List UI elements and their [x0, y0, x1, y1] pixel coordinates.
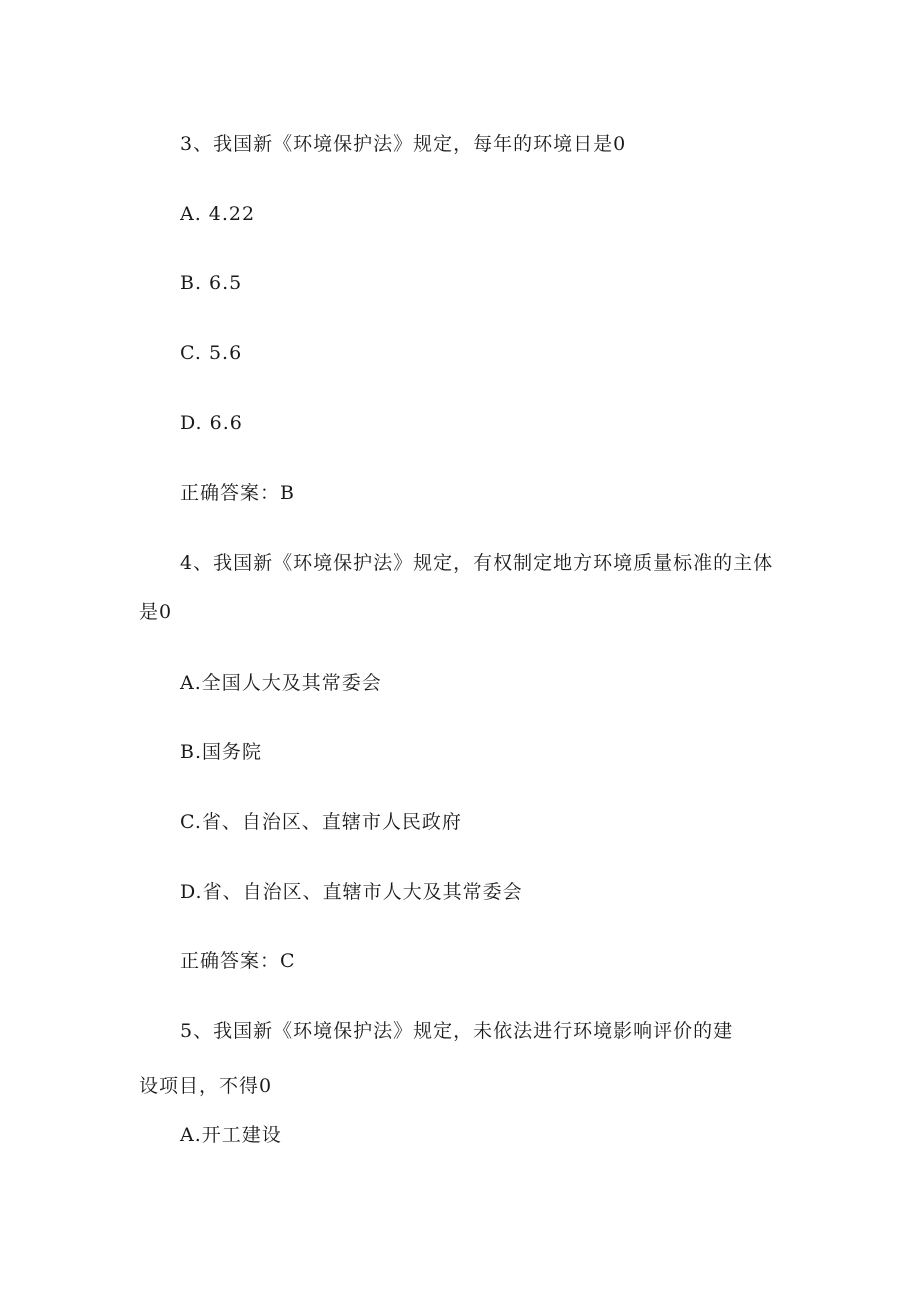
question-3-stem: 3、我国新《环境保护法》规定，每年的环境日是0 — [180, 133, 627, 155]
question-4-option-d: D.省、自治区、直辖市人大及其常委会 — [180, 881, 523, 903]
question-5-stem: 5、我国新《环境保护法》规定，未依法进行环境影响评价的建 — [180, 1020, 734, 1042]
question-4-stem: 4、我国新《环境保护法》规定，有权制定地方环境质量标准的主体 — [180, 552, 774, 574]
question-3-answer: 正确答案：B — [180, 482, 295, 504]
question-4-stem-continued: 是0 — [139, 601, 173, 623]
question-4-option-b: B.国务院 — [180, 741, 263, 763]
question-3-option-b: B. 6.5 — [180, 272, 243, 294]
question-4-option-c: C.省、自治区、直辖市人民政府 — [180, 811, 462, 833]
question-5-stem-continued: 设项目，不得0 — [139, 1075, 273, 1097]
question-4-option-a: A.全国人大及其常委会 — [180, 672, 382, 694]
question-3-option-a: A. 4.22 — [180, 203, 256, 225]
question-3-option-c: C. 5.6 — [180, 342, 243, 364]
question-5-option-a: A.开工建设 — [180, 1124, 282, 1146]
question-3-option-d: D. 6.6 — [180, 412, 243, 434]
question-4-answer: 正确答案：C — [180, 950, 296, 972]
